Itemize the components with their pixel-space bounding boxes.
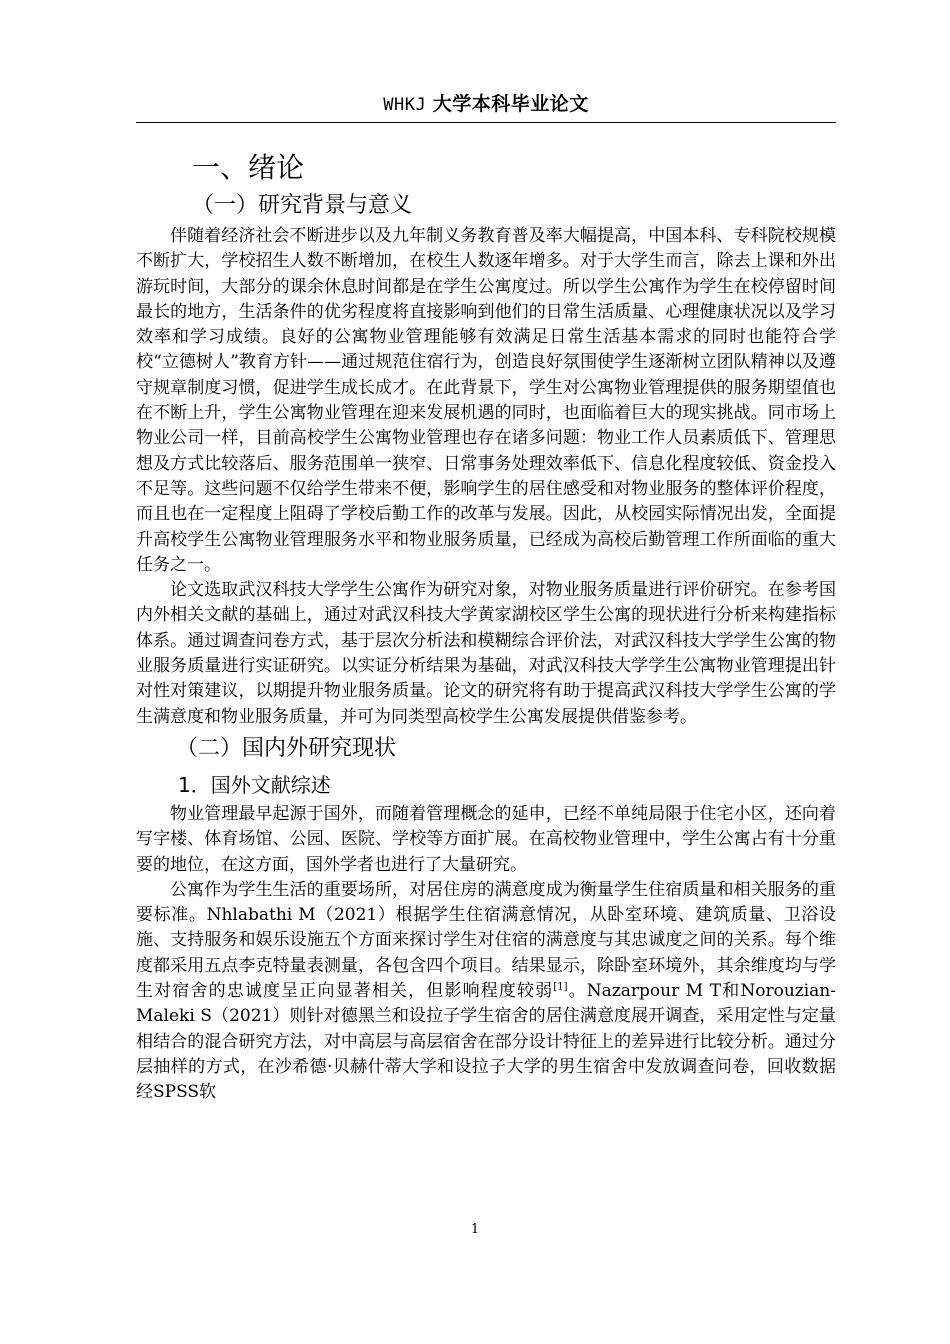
header-abbreviation: WHKJ [383, 95, 427, 115]
paragraph-research-object: 论文选取武汉科技大学学生公寓作为研究对象，对物业服务质量进行评价研究。在参考国内外相关文献的基础上，通过对武汉科技大学黄家湖校区学生公寓的现状进行分析来构建指标体系。通过调查问卷方式，基于层次分析法和模糊综合评价法，对武汉科技大学学生公寓的物业服务质量进行实证研究。以实证分析结果为基础，对武汉科技大学学生公寓物业管理提出针对性对策建议，以期提升物业服务质量。论文的研究将有助于提高武汉科技大学学生公寓的学生满意度和物业服务质量，并可为同类型高校学生公寓发展提供借鉴参考。 [136, 580, 836, 727]
page-number: 1 [470, 1222, 480, 1237]
header-rule [136, 122, 836, 123]
citation-ref[interactable]: [1] [553, 981, 568, 993]
paragraph-text-a: 公寓作为学生生活的重要场所，对居住房的满意度成为衡量学生住宿质量和相关服务的重要标准。Nhlabathi M（2021）根据学生住宿满意情况，从卧室环境、建筑质量、卫浴设施、支持服务和娱乐设施五个方面来探讨学生对住宿的满意度与其忠诚度之间的关系。每个维度都采用五点李克特量表测量，各包含四个项目。结果显示，除卧室环境外，其余维度均与学生对宿舍的忠诚度呈正向显著相关，但影响程度较弱 [136, 879, 836, 1002]
section-title-background: （一）研究背景与意义 [192, 193, 413, 218]
paragraph-dorm-satisfaction [136, 878, 836, 1106]
subsection-title-foreign: 1．国外文献综述 [178, 772, 331, 797]
chapter-title: 一、绪论 [192, 151, 305, 184]
running-header [136, 92, 836, 117]
paragraph-background: 伴随着经济社会不断进步以及九年制义务教育普及率大幅提高，中国本科、专科院校规模不断扩大，学校招生人数不断增加，在校生人数逐年增多。对于大学生而言，除去上课和外出游玩时间，大部分的课余休息时间都是在学生公寓度过。所以学生公寓作为学生在校停留时间最长的地方，生活条件的优劣程度将直接影响到他们的日常生活质量、心理健康状况以及学习效率和学习成绩。良好的公寓物业管理能够有效满足日常生活基本需求的同时也能符合学校“立德树人”教育方针——通过规范住宿行为，创造良好氛围使学生逐渐树立团队精神以及遵守规章制度习惯，促进学生成长成才。在此背景下，学生对公寓物业管理提供的服务期望值也在不断上升，学生公寓物业管理在迎来发展机遇的同时，也面临着巨大的现实挑战。同市场上物业公司一样，目前高校学生公寓物业管理也存在诸多问题：物业工作人员素质低下、管理思想及方式比较落后、服务范围单一狭窄、日常事务处理效率低下、信息化程度较低、资金投入不足等。这些问题不仅给学生带来不便，影响学生的居住感受和对物业服务的整体评价程度，而且也在一定程度上阻碍了学校后勤工作的改革与发展。因此，从校园实际情况出发，全面提升高校学生公寓物业管理服务水平和物业服务质量，已经成为高校后勤管理工作所面临的重大任务之一。 [136, 226, 836, 575]
paragraph-property-origin: 物业管理最早起源于国外，而随着管理概念的延申，已经不单纯局限于住宅小区，还向着写字楼、体育场馆、公园、医院、学校等方面扩展。在高校物业管理中，学生公寓占有十分重要的地位，在这方面，国外学者也进行了大量研究。 [136, 803, 836, 875]
page-body [136, 148, 836, 1106]
paragraph-text-b: 。Nazarpour M T和Norouzian-Maleki S（2021）则针对德黑兰和设拉子学生宿舍的居住满意度展开调查，采用定性与定量相结合的混合研究方法，对中高层与高层宿舍在部分设计特征上的差异进行比较分析。通过分层抽样的方式，在沙希德·贝赫什蒂大学和设拉子大学的男生宿舍中发放调查问卷，回收数据经SPSS软 [136, 981, 837, 1103]
header-title: 大学本科毕业论文 [432, 93, 589, 115]
section-title-literature: （二）国内外研究现状 [176, 735, 397, 761]
